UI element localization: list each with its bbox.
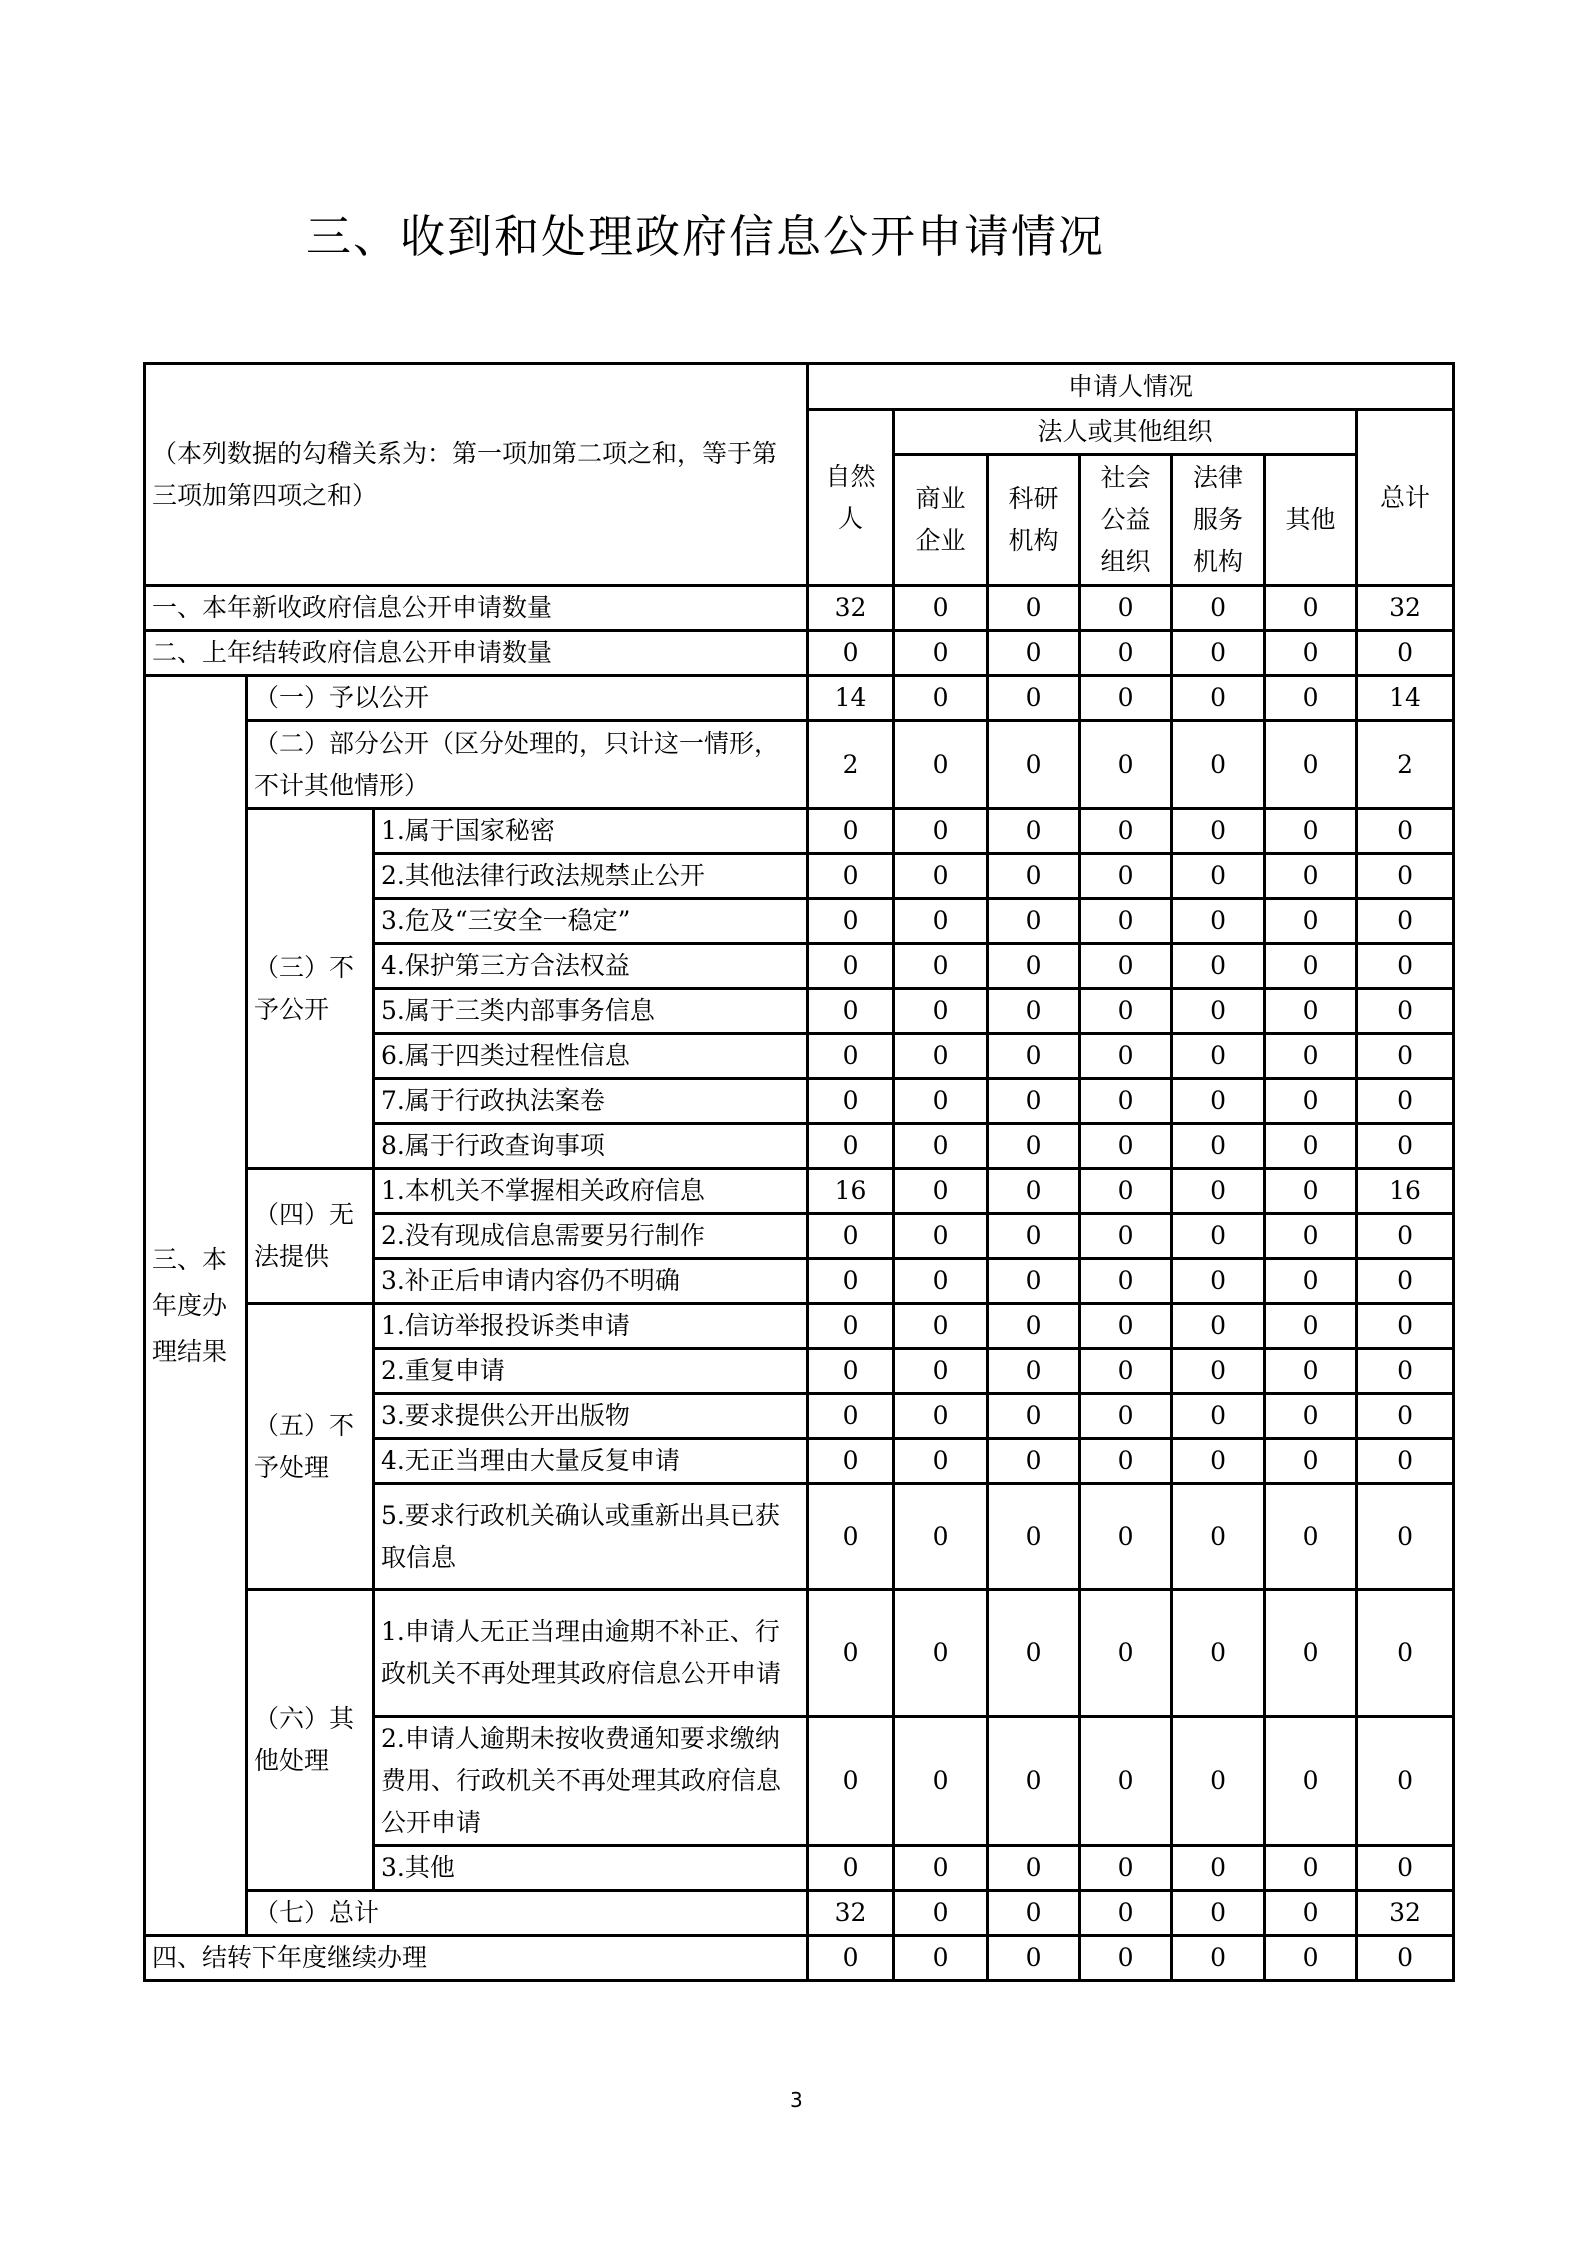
value-cell: 0 (894, 721, 988, 809)
item-label: 8.属于行政查询事项 (374, 1124, 808, 1169)
value-cell: 0 (988, 854, 1080, 899)
value-cell: 0 (894, 1484, 988, 1590)
value-cell: 0 (1172, 1349, 1265, 1394)
value-cell: 0 (894, 944, 988, 989)
value-cell: 0 (894, 1169, 988, 1214)
value-cell: 0 (988, 676, 1080, 721)
value-cell: 0 (894, 989, 988, 1034)
item-label: 3.危及“三安全一稳定” (374, 899, 808, 944)
value-cell: 0 (1172, 1034, 1265, 1079)
page-number: 3 (790, 2088, 803, 2112)
value-cell: 0 (1265, 1394, 1357, 1439)
value-cell: 0 (1080, 1394, 1172, 1439)
value-cell: 0 (808, 1304, 894, 1349)
value-cell: 0 (988, 1846, 1080, 1891)
value-cell: 0 (1265, 631, 1357, 676)
value-cell: 0 (1172, 631, 1265, 676)
value-cell: 0 (808, 1349, 894, 1394)
value-cell: 0 (894, 586, 988, 631)
value-cell: 0 (894, 1891, 988, 1936)
value-cell: 0 (988, 1394, 1080, 1439)
value-cell: 0 (1265, 854, 1357, 899)
value-cell: 0 (1265, 1484, 1357, 1590)
value-cell: 0 (1172, 899, 1265, 944)
value-cell: 0 (1080, 899, 1172, 944)
value-cell: 0 (808, 631, 894, 676)
value-cell: 0 (1172, 1304, 1265, 1349)
header-col-legal-service (1172, 455, 1265, 586)
value-cell: 0 (894, 1214, 988, 1259)
value-cell: 0 (808, 1439, 894, 1484)
item-label: 6.属于四类过程性信息 (374, 1034, 808, 1079)
value-cell: 0 (988, 1484, 1080, 1590)
value-cell: 0 (808, 1717, 894, 1846)
value-cell: 0 (1265, 1124, 1357, 1169)
row-g2 (145, 721, 1454, 809)
value-cell: 2 (808, 721, 894, 809)
value-cell: 0 (1265, 809, 1357, 854)
value-cell: 0 (894, 809, 988, 854)
value-cell: 0 (894, 1259, 988, 1304)
value-cell: 0 (1172, 1214, 1265, 1259)
value-cell: 0 (894, 1846, 988, 1891)
value-cell: 0 (1080, 809, 1172, 854)
value-cell: 0 (1357, 631, 1454, 676)
value-cell: 0 (1080, 1846, 1172, 1891)
value-cell: 0 (808, 989, 894, 1034)
value-cell: 0 (1172, 1717, 1265, 1846)
value-cell: 0 (894, 1590, 988, 1717)
value-cell: 0 (1265, 1439, 1357, 1484)
value-cell: 0 (1357, 899, 1454, 944)
row-g7-total (145, 1891, 1454, 1936)
value-cell: 0 (1265, 1936, 1357, 1981)
value-cell: 0 (808, 1484, 894, 1590)
item-label: 3.其他 (374, 1846, 808, 1891)
value-cell: 0 (1172, 989, 1265, 1034)
value-cell: 2 (1357, 721, 1454, 809)
item-label: 1.本机关不掌握相关政府信息 (374, 1169, 808, 1214)
value-cell: 0 (1357, 1079, 1454, 1124)
item-label: 1.属于国家秘密 (374, 809, 808, 854)
value-cell: 0 (988, 1891, 1080, 1936)
value-cell: 0 (988, 809, 1080, 854)
value-cell: 0 (808, 1394, 894, 1439)
label-g2: （二）部分公开（区分处理的，只计这一情形，不计其他情形） (247, 721, 808, 809)
value-cell: 0 (808, 1124, 894, 1169)
label-g7: （七）总计 (247, 1891, 808, 1936)
value-cell: 0 (1172, 1484, 1265, 1590)
item-label: 2.申请人逾期未按收费通知要求缴纳费用、行政机关不再处理其政府信息公开申请 (374, 1717, 808, 1846)
value-cell: 0 (1080, 1439, 1172, 1484)
value-cell: 0 (1357, 1034, 1454, 1079)
label-results: 三、本年度办理结果 (145, 676, 247, 1936)
label-new-requests: 一、本年新收政府信息公开申请数量 (145, 586, 808, 631)
value-cell: 0 (1265, 1079, 1357, 1124)
value-cell: 0 (1172, 1846, 1265, 1891)
header-col-business-text: 商业企业 (915, 484, 966, 555)
value-cell: 32 (1357, 586, 1454, 631)
value-cell: 0 (1265, 944, 1357, 989)
value-cell: 0 (808, 944, 894, 989)
value-cell: 0 (1080, 1169, 1172, 1214)
value-cell: 0 (808, 1034, 894, 1079)
value-cell: 0 (808, 854, 894, 899)
value-cell: 0 (988, 1936, 1080, 1981)
value-cell: 0 (1080, 631, 1172, 676)
header-col-other (1265, 455, 1357, 586)
value-cell: 0 (1357, 1717, 1454, 1846)
value-cell: 0 (894, 1034, 988, 1079)
value-cell: 0 (1265, 1214, 1357, 1259)
value-cell: 0 (1265, 1590, 1357, 1717)
value-cell: 14 (1357, 676, 1454, 721)
value-cell: 0 (988, 1590, 1080, 1717)
value-cell: 0 (1172, 854, 1265, 899)
value-cell: 0 (894, 1936, 988, 1981)
label-g3: （三）不予公开 (247, 809, 374, 1169)
value-cell: 0 (894, 1394, 988, 1439)
item-label: 3.要求提供公开出版物 (374, 1394, 808, 1439)
value-cell: 0 (988, 1304, 1080, 1349)
value-cell: 0 (1265, 989, 1357, 1034)
header-total: 总计 (1357, 410, 1454, 586)
value-cell: 0 (1357, 1124, 1454, 1169)
value-cell: 0 (1357, 1394, 1454, 1439)
row-g5-item (145, 1304, 1454, 1349)
item-label: 2.其他法律行政法规禁止公开 (374, 854, 808, 899)
value-cell: 0 (1265, 1349, 1357, 1394)
value-cell: 0 (808, 809, 894, 854)
value-cell: 0 (808, 1846, 894, 1891)
value-cell: 0 (1265, 1034, 1357, 1079)
row-g1 (145, 676, 1454, 721)
value-cell: 0 (1357, 944, 1454, 989)
value-cell: 0 (808, 899, 894, 944)
item-label: 2.重复申请 (374, 1349, 808, 1394)
value-cell: 0 (1265, 586, 1357, 631)
value-cell: 0 (1172, 1169, 1265, 1214)
value-cell: 0 (1172, 586, 1265, 631)
value-cell: 0 (988, 586, 1080, 631)
value-cell: 0 (1080, 854, 1172, 899)
value-cell: 0 (1357, 1214, 1454, 1259)
value-cell: 0 (1357, 989, 1454, 1034)
row-g6-item (145, 1590, 1454, 1717)
value-cell: 0 (1080, 989, 1172, 1034)
value-cell: 0 (1357, 1936, 1454, 1981)
value-cell: 0 (1172, 1439, 1265, 1484)
item-label: 4.保护第三方合法权益 (374, 944, 808, 989)
value-cell: 0 (1080, 721, 1172, 809)
item-label: 1.信访举报投诉类申请 (374, 1304, 808, 1349)
header-col-research-text: 科研机构 (1008, 484, 1059, 555)
value-cell: 0 (988, 899, 1080, 944)
value-cell: 0 (1265, 1169, 1357, 1214)
value-cell: 16 (1357, 1169, 1454, 1214)
value-cell: 0 (894, 1079, 988, 1124)
row-new-requests (145, 586, 1454, 631)
value-cell: 0 (988, 1124, 1080, 1169)
value-cell: 0 (1357, 1439, 1454, 1484)
value-cell: 0 (1172, 809, 1265, 854)
item-label: 7.属于行政执法案卷 (374, 1079, 808, 1124)
value-cell: 0 (1080, 676, 1172, 721)
value-cell: 16 (808, 1169, 894, 1214)
value-cell: 0 (808, 1936, 894, 1981)
value-cell: 14 (808, 676, 894, 721)
value-cell: 0 (1265, 721, 1357, 809)
value-cell: 0 (1080, 1034, 1172, 1079)
value-cell: 0 (1080, 1717, 1172, 1846)
value-cell: 0 (1172, 1936, 1265, 1981)
item-label: 2.没有现成信息需要另行制作 (374, 1214, 808, 1259)
value-cell: 32 (808, 586, 894, 631)
value-cell: 32 (1357, 1891, 1454, 1936)
value-cell: 0 (1357, 1349, 1454, 1394)
value-cell: 0 (1080, 1259, 1172, 1304)
header-row-1 (145, 364, 1454, 410)
header-natural-person-text: 自然人 (825, 461, 876, 533)
value-cell: 0 (1080, 1349, 1172, 1394)
value-cell: 0 (1172, 1394, 1265, 1439)
header-col-business (894, 455, 988, 586)
value-cell: 0 (1265, 1891, 1357, 1936)
value-cell: 0 (1080, 1590, 1172, 1717)
disclosure-request-table (143, 362, 1455, 1982)
value-cell: 0 (1357, 809, 1454, 854)
value-cell: 0 (894, 1304, 988, 1349)
value-cell: 0 (988, 989, 1080, 1034)
value-cell: 0 (1080, 1304, 1172, 1349)
header-col-public-welfare (1080, 455, 1172, 586)
value-cell: 0 (1357, 1304, 1454, 1349)
header-natural-person (808, 410, 894, 586)
value-cell: 0 (1080, 1936, 1172, 1981)
value-cell: 0 (988, 1439, 1080, 1484)
header-legal-group: 法人或其他组织 (894, 410, 1357, 455)
value-cell: 0 (808, 1214, 894, 1259)
header-col-other-text: 其他 (1285, 505, 1336, 534)
value-cell: 0 (1265, 899, 1357, 944)
value-cell: 0 (808, 1259, 894, 1304)
item-label: 3.补正后申请内容仍不明确 (374, 1259, 808, 1304)
header-col-research (988, 455, 1080, 586)
value-cell: 0 (988, 944, 1080, 989)
value-cell: 0 (1172, 944, 1265, 989)
header-applicant: 申请人情况 (808, 364, 1454, 410)
item-label: 5.要求行政机关确认或重新出具已获取信息 (374, 1484, 808, 1590)
label-carryover: 二、上年结转政府信息公开申请数量 (145, 631, 808, 676)
value-cell: 0 (894, 1124, 988, 1169)
row-g3-item (145, 809, 1454, 854)
value-cell: 0 (1080, 586, 1172, 631)
item-label: 1.申请人无正当理由逾期不补正、行政机关不再处理其政府信息公开申请 (374, 1590, 808, 1717)
label-g6: （六）其他处理 (247, 1590, 374, 1891)
value-cell: 0 (1172, 1124, 1265, 1169)
value-cell: 0 (1172, 1891, 1265, 1936)
value-cell: 0 (1080, 944, 1172, 989)
value-cell: 0 (1265, 1304, 1357, 1349)
value-cell: 0 (988, 1079, 1080, 1124)
value-cell: 0 (894, 1717, 988, 1846)
row-carry-forward (145, 1936, 1454, 1981)
value-cell: 0 (1172, 1079, 1265, 1124)
value-cell: 0 (1357, 854, 1454, 899)
value-cell: 0 (1265, 1846, 1357, 1891)
value-cell: 0 (1357, 1259, 1454, 1304)
value-cell: 0 (988, 721, 1080, 809)
value-cell: 0 (988, 1214, 1080, 1259)
value-cell: 0 (988, 1717, 1080, 1846)
value-cell: 0 (894, 854, 988, 899)
value-cell: 0 (1172, 1259, 1265, 1304)
page-title: 三、收到和处理政府信息公开申请情况 (306, 210, 1106, 263)
value-cell: 0 (1172, 721, 1265, 809)
value-cell: 0 (988, 631, 1080, 676)
value-cell: 0 (1080, 1484, 1172, 1590)
value-cell: 0 (1080, 1124, 1172, 1169)
value-cell: 0 (1357, 1484, 1454, 1590)
row-g4-item (145, 1169, 1454, 1214)
value-cell: 0 (1172, 676, 1265, 721)
value-cell: 0 (808, 1590, 894, 1717)
value-cell: 0 (1080, 1079, 1172, 1124)
label-g1: （一）予以公开 (247, 676, 808, 721)
value-cell: 0 (1080, 1891, 1172, 1936)
row-carryover-requests (145, 631, 1454, 676)
header-col-public-welfare-text: 社会公益组织 (1100, 463, 1151, 576)
value-cell: 0 (988, 1349, 1080, 1394)
header-note: （本列数据的勾稽关系为：第一项加第二项之和，等于第三项加第四项之和） (145, 364, 808, 586)
value-cell: 0 (988, 1034, 1080, 1079)
value-cell: 0 (1357, 1846, 1454, 1891)
value-cell: 0 (894, 676, 988, 721)
item-label: 5.属于三类内部事务信息 (374, 989, 808, 1034)
value-cell: 0 (894, 1439, 988, 1484)
value-cell: 0 (1265, 1259, 1357, 1304)
value-cell: 0 (1172, 1590, 1265, 1717)
label-g5: （五）不予处理 (247, 1304, 374, 1590)
label-g4: （四）无法提供 (247, 1169, 374, 1304)
value-cell: 0 (1357, 1590, 1454, 1717)
value-cell: 32 (808, 1891, 894, 1936)
value-cell: 0 (808, 1079, 894, 1124)
value-cell: 0 (1265, 676, 1357, 721)
value-cell: 0 (1265, 1717, 1357, 1846)
value-cell: 0 (1080, 1214, 1172, 1259)
value-cell: 0 (988, 1259, 1080, 1304)
label-carry-forward: 四、结转下年度继续办理 (145, 1936, 808, 1981)
value-cell: 0 (894, 899, 988, 944)
item-label: 4.无正当理由大量反复申请 (374, 1439, 808, 1484)
value-cell: 0 (894, 1349, 988, 1394)
header-col-legal-service-text: 法律服务机构 (1193, 463, 1244, 576)
value-cell: 0 (988, 1169, 1080, 1214)
value-cell: 0 (894, 631, 988, 676)
